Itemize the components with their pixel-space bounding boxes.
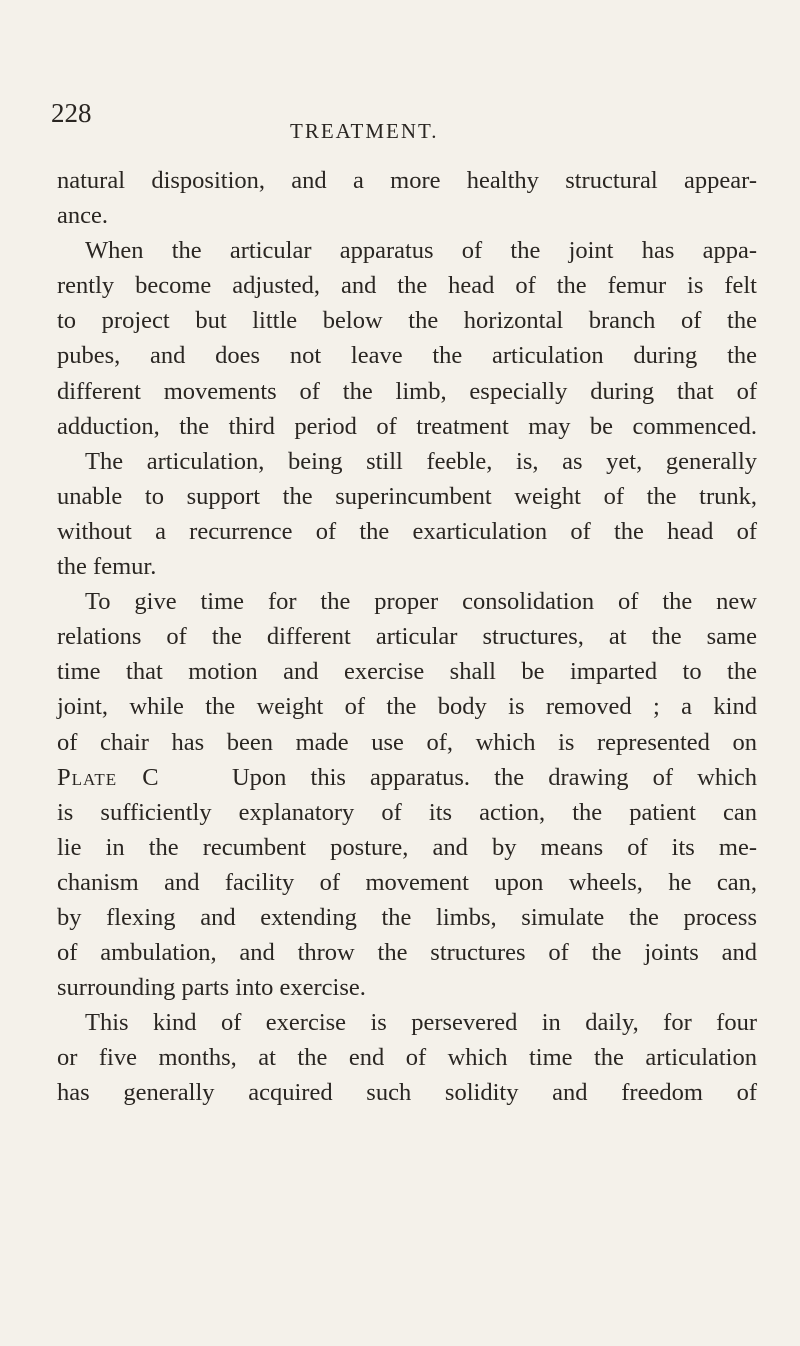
text-line: of chair has been made use of, which is represented on xyxy=(57,728,757,756)
text-line: rently become adjusted, and the head of the femur is felt xyxy=(57,272,757,300)
text-line: relations of the different articular structures, at the same xyxy=(57,623,757,651)
text-line: surrounding parts into exercise. xyxy=(57,974,366,1002)
plate-reference: Plate C xyxy=(57,763,160,791)
page-number: 228 xyxy=(51,98,92,128)
body-text xyxy=(57,163,757,1111)
text-line: natural disposition, and a more healthy structural appear- xyxy=(57,167,757,194)
text-line: different movements of the limb, especially during that of xyxy=(57,377,757,405)
text-line: the femur. xyxy=(57,553,157,581)
text-line: pubes, and does not leave the articulation during the xyxy=(57,342,757,370)
text-line: chanism and facility of movement upon wheels, he can, xyxy=(57,868,757,896)
text-line-rest: Upon this apparatus. the drawing of which xyxy=(231,763,758,791)
text-line: To give time for the proper consolidation of the new xyxy=(85,588,757,616)
text-line: without a recurrence of the exarticulation of the head of xyxy=(57,517,757,545)
running-head: TREATMENT. xyxy=(290,119,439,143)
text-line: time that motion and exercise shall be imparted to the xyxy=(57,658,757,686)
text-line: adduction, the third period of treatment may be commenced. xyxy=(57,412,757,440)
text-line: by flexing and extending the limbs, simulate the process xyxy=(57,903,757,931)
text-line: or five months, at the end of which time the articulation xyxy=(57,1044,757,1072)
text-line: When the articular apparatus of the joint has appa- xyxy=(85,237,757,265)
text-line: is sufficiently explanatory of its action, the patient can xyxy=(57,798,757,826)
text-line: unable to support the superincumbent weight of the trunk, xyxy=(57,482,757,510)
text-line-plate xyxy=(57,760,757,795)
text-line: to project but little below the horizontal branch of the xyxy=(57,307,757,335)
text-line: joint, while the weight of the body is removed ; a kind xyxy=(57,693,757,721)
text-line: The articulation, being still feeble, is, as yet, generally xyxy=(85,447,757,475)
text-line: ance. xyxy=(57,202,108,230)
text-line: of ambulation, and throw the structures of the joints and xyxy=(57,939,757,967)
text-line: has generally acquired such solidity and freedom of xyxy=(57,1079,757,1107)
text-line: This kind of exercise is persevered in daily, for four xyxy=(85,1009,757,1037)
text-line: lie in the recumbent posture, and by means of its me- xyxy=(57,833,757,861)
